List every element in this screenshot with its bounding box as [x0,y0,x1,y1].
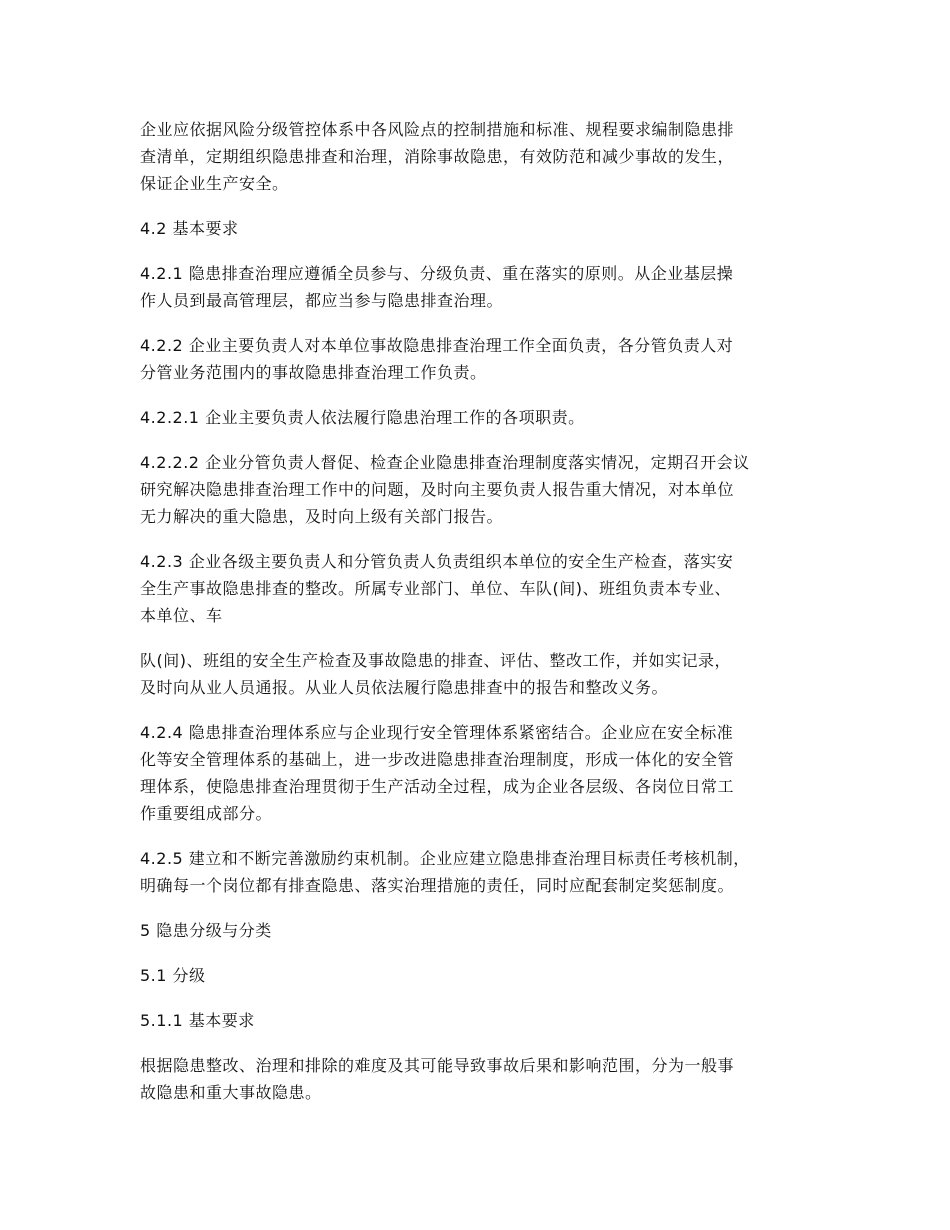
heading-text: 4.2 基本要求 [140,219,239,238]
paragraph-4-2-2-1 [140,404,812,431]
document-body [140,116,812,1124]
text-line: 作重要组成部分。 [140,804,273,823]
heading-text: 5.1 分级 [140,966,206,985]
text-line: 4.2.1 隐患排查治理应遵循全员参与、分级负责、重在落实的原则。从企业基层操 [140,264,734,283]
paragraph-intro [140,116,812,197]
text-line: 4.2.2.2 企业分管负责人督促、检查企业隐患排查治理制度落实情况，定期召开会议 [140,453,750,472]
text-line: 队(间)、班组的安全生产检查及事故隐患的排查、评估、整改工作，并如实记录， [140,651,731,670]
text-line: 及时向从业人员通报。从业人员依法履行隐患排查中的报告和整改义务。 [140,678,669,697]
text-line: 明确每一个岗位都有排查隐患、落实治理措施的责任，同时应配套制定奖惩制度。 [140,876,735,895]
heading-text: 5 隐患分级与分类 [140,921,272,940]
text-line: 4.2.5 建立和不断完善激励约束机制。企业应建立隐患排查治理目标责任考核机制， [140,849,750,868]
text-line: 4.2.3 企业各级主要负责人和分管负责人负责组织本单位的安全生产检查，落实安 [140,552,734,571]
heading-text: 5.1.1 基本要求 [140,1011,255,1030]
text-line: 化等安全管理体系的基础上，进一步改进隐患排查治理制度，形成一体化的安全管 [140,750,735,769]
paragraph-4-2-4 [140,719,812,827]
paragraph-4-2-2-2 [140,449,812,530]
heading-5 [140,917,812,944]
text-line: 根据隐患整改、治理和排除的难度及其可能导致事故后果和影响范围，分为一般事 [140,1056,735,1075]
paragraph-4-2-5 [140,845,812,899]
text-line: 全生产事故隐患排查的整改。所属专业部门、单位、车队(间)、班组负责本专业、 [140,579,731,598]
text-line: 企业应依据风险分级管控体系中各风险点的控制措施和标准、规程要求编制隐患排 [140,120,735,139]
text-line: 4.2.2 企业主要负责人对本单位事故隐患排查治理工作全面负责，各分管负责人对 [140,336,734,355]
text-line: 4.2.4 隐患排查治理体系应与企业现行安全管理体系紧密结合。企业应在安全标准 [140,723,734,742]
paragraph-4-2-3 [140,548,812,629]
heading-5-1 [140,962,812,989]
text-line: 研究解决隐患排查治理工作中的问题，及时向主要负责人报告重大情况，对本单位 [140,480,735,499]
text-line: 保证企业生产安全。 [140,174,289,193]
text-line: 理体系，使隐患排查治理贯彻于生产活动全过程，成为企业各层级、各岗位日常工 [140,777,735,796]
text-line: 作人员到最高管理层，都应当参与隐患排查治理。 [140,291,504,310]
paragraph-4-2-1 [140,260,812,314]
heading-4-2 [140,215,812,242]
paragraph-4-2-2 [140,332,812,386]
heading-5-1-1 [140,1007,812,1034]
paragraph-4-2-3-cont [140,647,812,701]
text-line: 分管业务范围内的事故隐患排查治理工作负责。 [140,363,487,382]
text-line: 本单位、车 [140,606,223,625]
text-line: 4.2.2.1 企业主要负责人依法履行隐患治理工作的各项职责。 [140,408,585,427]
text-line: 查清单，定期组织隐患排查和治理，消除事故隐患，有效防范和减少事故的发生， [140,147,735,166]
text-line: 无力解决的重大隐患，及时向上级有关部门报告。 [140,507,504,526]
text-line: 故隐患和重大事故隐患。 [140,1083,322,1102]
paragraph-5-1-1 [140,1052,812,1106]
